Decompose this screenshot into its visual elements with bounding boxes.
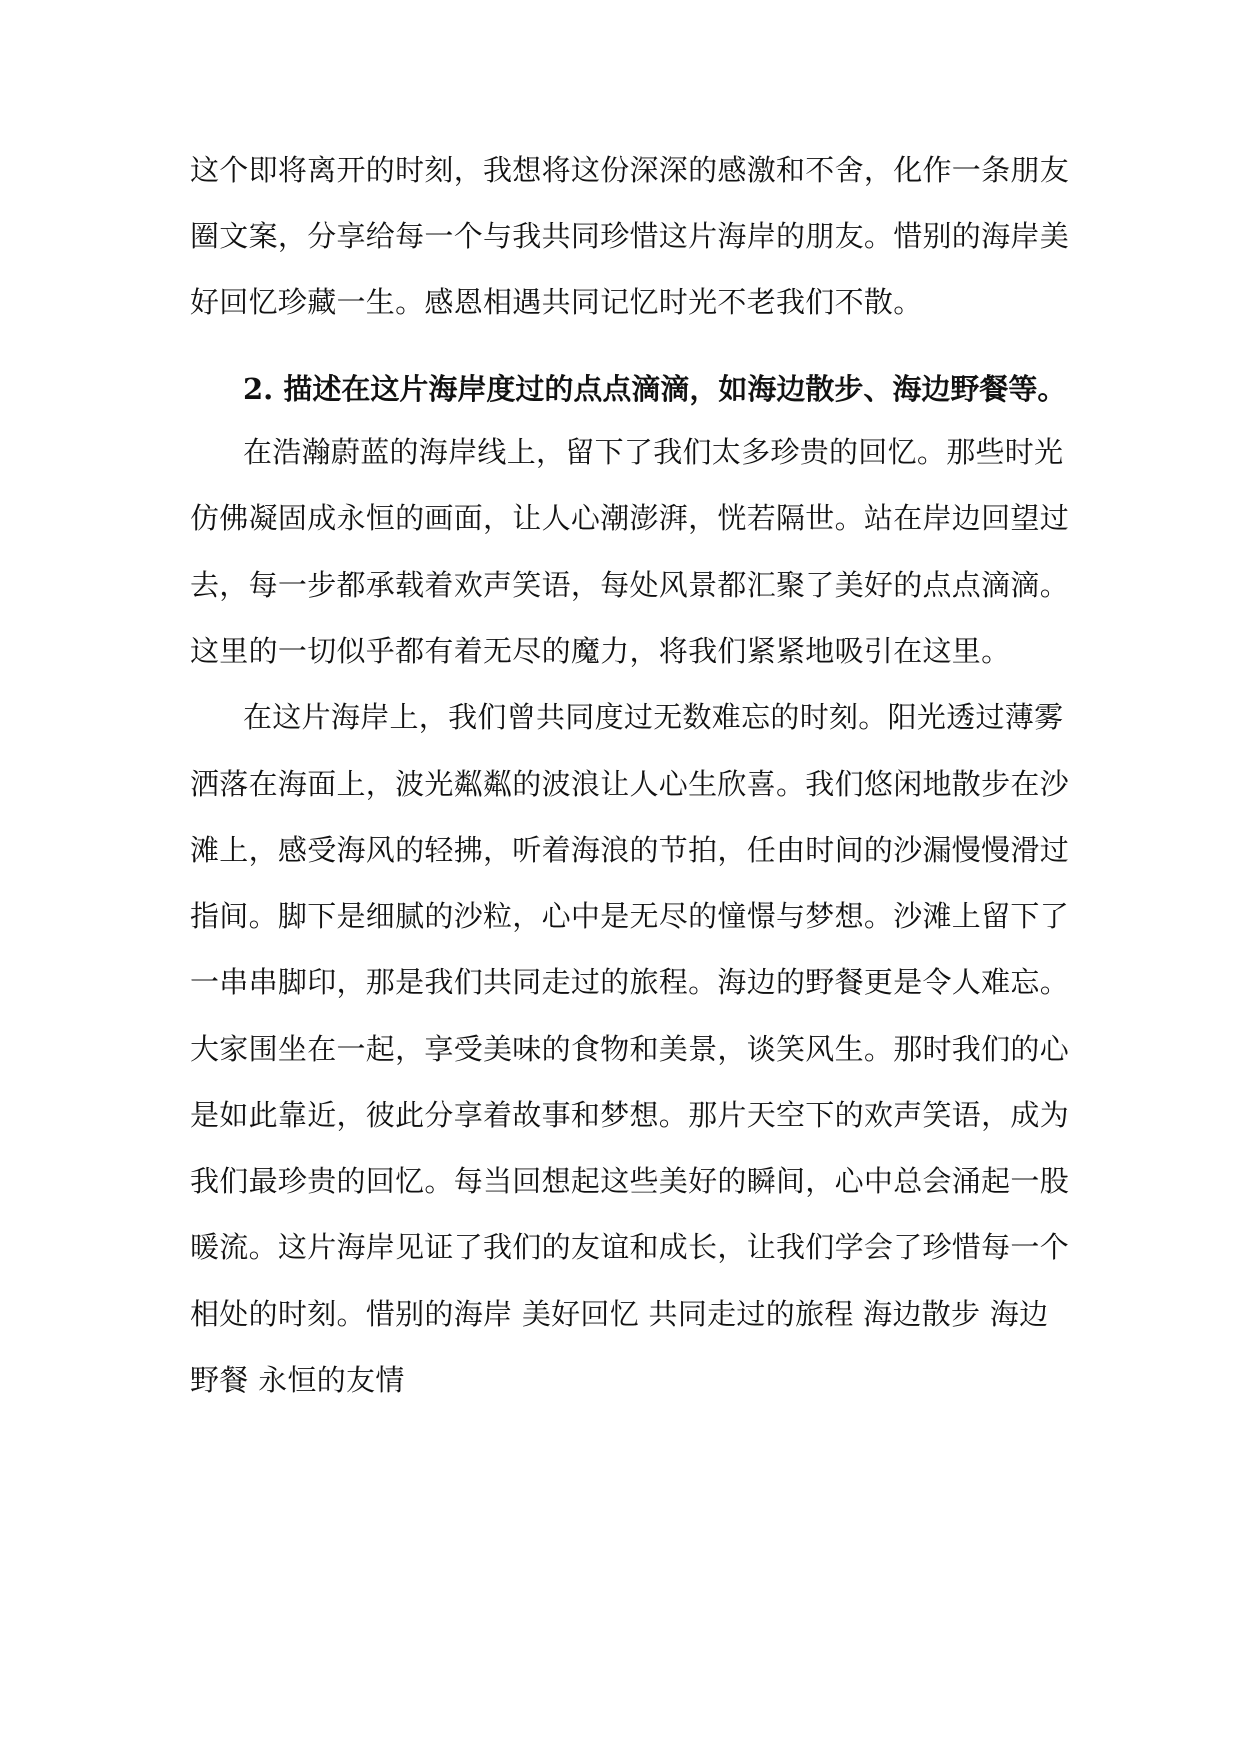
paragraph-2-line-11: 野餐 永恒的友情 <box>190 1363 405 1397</box>
paragraph-1-line-2: 仿佛凝固成永恒的画面，让人心潮澎湃，恍若隔世。站在岸边回望过 <box>190 501 1070 535</box>
paragraph-2-line-9: 暖流。这片海岸见证了我们的友谊和成长，让我们学会了珍惜每一个 <box>190 1230 1070 1264</box>
intro-line-2: 圈文案，分享给每一个与我共同珍惜这片海岸的朋友。惜别的海岸美 <box>190 219 1070 253</box>
paragraph-2-line-7: 是如此靠近，彼此分享着故事和梦想。那片天空下的欢声笑语，成为 <box>190 1098 1070 1132</box>
paragraph-2-line-1: 在这片海岸上，我们曾共同度过无数难忘的时刻。阳光透过薄雾 <box>243 700 1064 734</box>
paragraph-2-line-3: 滩上，感受海风的轻拂，听着海浪的节拍，任由时间的沙漏慢慢滑过 <box>190 833 1070 867</box>
intro-line-1: 这个即将离开的时刻，我想将这份深深的感激和不舍，化作一条朋友 <box>190 153 1070 187</box>
paragraph-1-line-3: 去，每一步都承载着欢声笑语，每处风景都汇聚了美好的点点滴滴。 <box>190 568 1070 602</box>
paragraph-1-line-4: 这里的一切似乎都有着无尽的魔力，将我们紧紧地吸引在这里。 <box>190 634 1011 668</box>
paragraph-2-line-4: 指间。脚下是细腻的沙粒，心中是无尽的憧憬与梦想。沙滩上留下了 <box>190 899 1070 933</box>
paragraph-2-line-10: 相处的时刻。惜别的海岸 美好回忆 共同走过的旅程 海边散步 海边 <box>190 1297 1049 1331</box>
paragraph-2-line-6: 大家围坐在一起，享受美味的食物和美景，谈笑风生。那时我们的心 <box>190 1032 1070 1066</box>
paragraph-1-line-1: 在浩瀚蔚蓝的海岸线上，留下了我们太多珍贵的回忆。那些时光 <box>243 435 1064 469</box>
section-heading: 2. 描述在这片海岸度过的点点滴滴，如海边散步、海边野餐等。 <box>243 372 1067 406</box>
paragraph-2-line-5: 一串串脚印，那是我们共同走过的旅程。海边的野餐更是令人难忘。 <box>190 965 1070 999</box>
paragraph-2-line-2: 洒落在海面上，波光粼粼的波浪让人心生欣喜。我们悠闲地散步在沙 <box>190 767 1070 801</box>
paragraph-2-line-8: 我们最珍贵的回忆。每当回想起这些美好的瞬间，心中总会涌起一股 <box>190 1164 1070 1198</box>
intro-line-3: 好回忆珍藏一生。感恩相遇共同记忆时光不老我们不散。 <box>190 285 923 319</box>
